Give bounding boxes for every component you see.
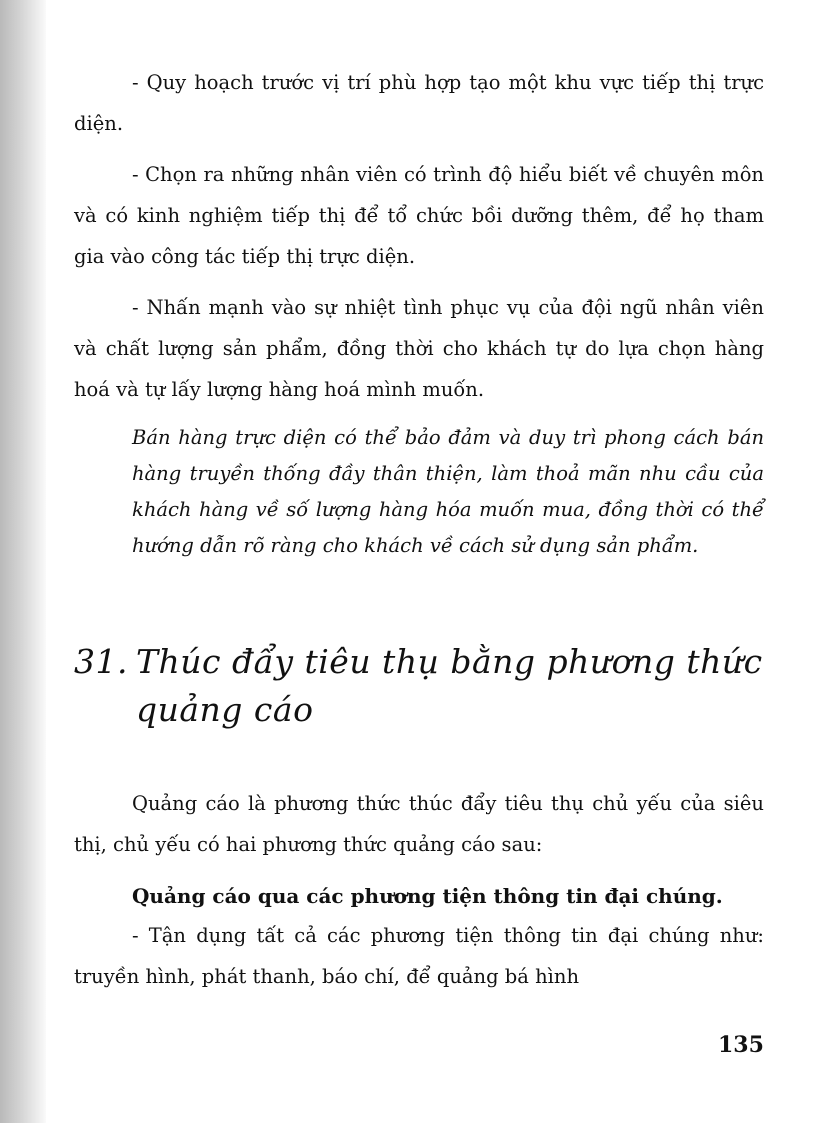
paragraph-staff: - Chọn ra những nhân viên có trình độ hiểu biết về chuyên môn và có kinh nghiệm tiếp thị để tổ chức bồi dưỡng thêm, để họ tham gia vào công tác tiếp thị trực diện.: [74, 163, 764, 268]
italic-quote: Bán hàng trực diện có thể bảo đảm và duy trì phong cách bán hàng truyền thống đầy thân thiện, làm thoả mãn nhu cầu của khách hàng về số lượng hàng hóa muốn mua, đồng thời có thể hướng dẫn rõ ràng cho khách về cách sử dụng sản phẩm.: [132, 426, 764, 557]
section-number: 31.: [74, 642, 128, 681]
page-number: 135: [718, 1032, 764, 1058]
page-gutter-shadow: [0, 0, 46, 1123]
paragraph-location: - Quy hoạch trước vị trí phù hợp tạo một khu vực tiếp thị trực diện.: [74, 71, 764, 135]
section-heading: [74, 638, 764, 734]
paragraph-service: - Nhấn mạnh vào sự nhiệt tình phục vụ của đội ngũ nhân viên và chất lượng sản phẩm, đồng thời cho khách tự do lựa chọn hàng hoá và tự lấy lượng hàng hoá mình muốn.: [74, 296, 764, 401]
paragraph-intro: Quảng cáo là phương thức thúc đẩy tiêu thụ chủ yếu của siêu thị, chủ yếu có hai phương thức quảng cáo sau:: [74, 792, 764, 857]
paragraph-media-use: - Tận dụng tất cả các phương tiện thông tin đại chúng như: truyền hình, phát thanh, báo chí, để quảng bá hình: [74, 924, 764, 989]
page-body: [74, 62, 764, 997]
subheading-mass-media: Quảng cáo qua các phương tiện thông tin đại chúng.: [132, 884, 723, 909]
section-title: Thúc đẩy tiêu thụ bằng phương thức quảng cáo: [136, 642, 763, 729]
